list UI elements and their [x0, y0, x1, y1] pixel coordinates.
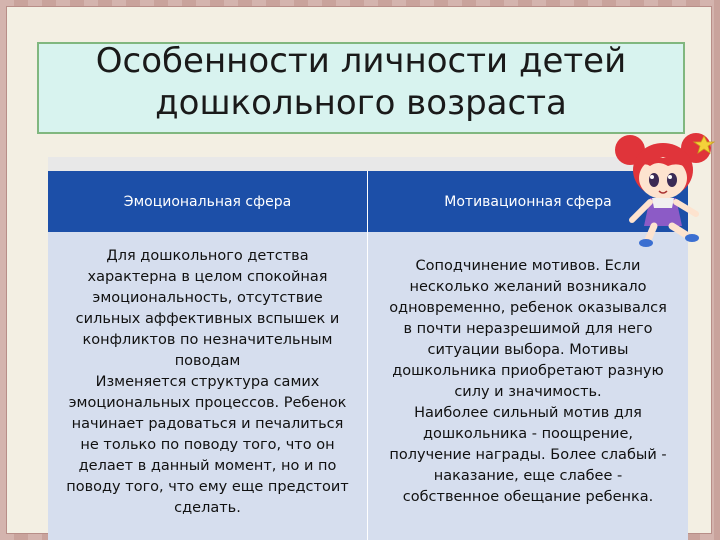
cell-motivational: Соподчинение мотивов. Если несколько желаний возникало одновременно, ребенок оказывался в почти неразрешимой для него ситуации выбора. Мотивы дошкольника приобретают разную силу и значимость. Наиболее сильный мотив для дошкольника - поощрение, получение награды. Более слабый - наказание, еще слабее - собственное обещание ребенка. — [368, 232, 688, 540]
slide-title: Особенности личности детей дошкольного возраста — [95, 41, 627, 123]
comparison-table — [48, 171, 688, 540]
cartoon-girl-illustration — [608, 128, 718, 248]
cell-emotional: Для дошкольного детства характерна в целом спокойная эмоциональность, отсутствие сильных аффективных вспышек и конфликтов по незначительным поводам Изменяется структура самих эмоциональных процессов. Ребенок начинает радоваться и печалиться не только по поводу того, что он делает в данный момент, но и по поводу того, что ему еще предстоит сделать. — [48, 232, 368, 540]
header-emotional: Эмоциональная сфера — [48, 171, 368, 232]
header-motivational: Мотивационная сфера — [368, 171, 688, 232]
